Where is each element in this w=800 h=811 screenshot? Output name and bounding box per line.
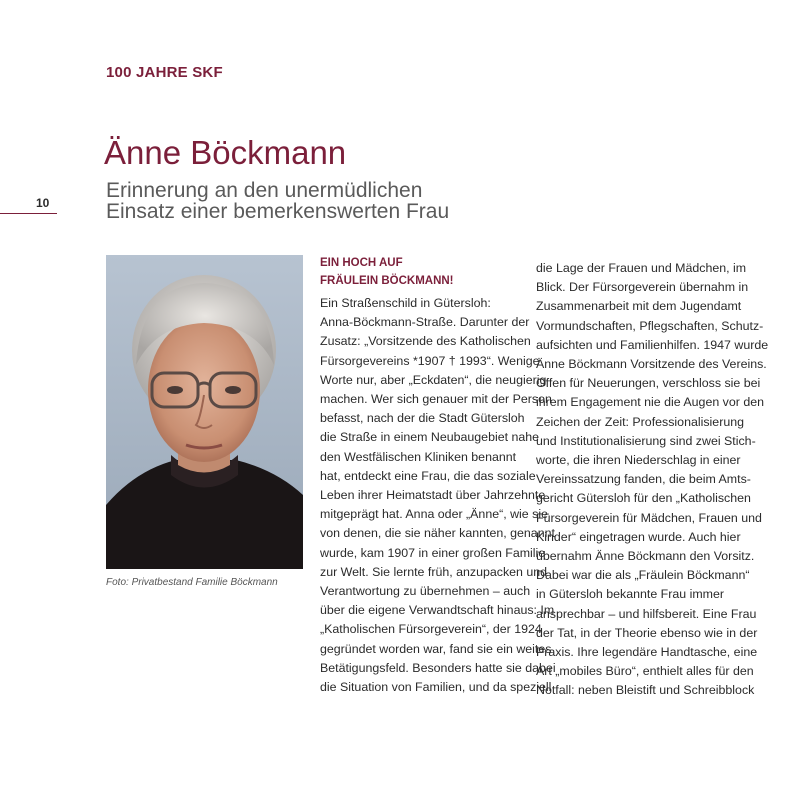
page-number: 10 <box>36 196 50 210</box>
body-line: worte, die ihren Niederschlag in einer <box>536 453 741 468</box>
body-line: Anna-Böckmann-Straße. Darunter der <box>320 315 530 330</box>
portrait-photo <box>106 255 303 569</box>
body-line: gericht Gütersloh für den „Katholischen <box>536 491 751 506</box>
body-line: Fürsorgeverein für Mädchen, Frauen und <box>536 510 762 525</box>
body-line: „Katholischen Fürsorgeverein“, der 1924 <box>320 622 542 637</box>
body-line: über die eigene Verwandtschaft hinaus: Im <box>320 603 555 618</box>
body-line: Offen für Neuerungen, verschloss sie bei <box>536 376 761 391</box>
body-line: gegründet worden war, fand sie ein weites <box>320 641 552 656</box>
page-number-rule <box>0 213 57 214</box>
subtitle-line: Einsatz einer bemerkenswerten Frau <box>106 200 450 223</box>
body-line: Notfall: neben Bleistift und Schreibblock <box>536 683 755 698</box>
body-line: hat, entdeckt eine Frau, die das soziale <box>320 468 536 483</box>
body-line: Praxis. Ihre legendäre Handtasche, eine <box>536 645 758 660</box>
body-line: Betätigungsfeld. Besonders hatte sie dabei <box>320 660 556 675</box>
body-line: Zusatz: „Vorsitzende des Katholischen <box>320 334 531 349</box>
body-line: Leben ihrer Heimatstadt über Jahrzehnte <box>320 488 546 503</box>
section-heading-line: FRÄULEIN BÖCKMANN! <box>320 275 454 287</box>
body-line: Worte nur, aber „Eckdaten“, die neugierig <box>320 372 547 387</box>
body-line: Fürsorgevereins *1907 † 1993“. Wenige <box>320 353 540 368</box>
body-line: Kinder“ eingetragen wurde. Auch hier <box>536 529 741 544</box>
body-line: befasst, nach der die Stadt Gütersloh <box>320 411 525 426</box>
body-line: Dabei war die als „Fräulein Böckmann“ <box>536 568 750 583</box>
article-subtitle <box>106 180 526 222</box>
body-line: Verantwortung zu übernehmen – auch <box>320 584 531 599</box>
body-line: machen. Wer sich genauer mit der Person <box>320 392 552 407</box>
article-title: Änne Böckmann <box>104 134 347 171</box>
body-line: Art „mobiles Büro“, enthielt alles für den <box>536 664 754 679</box>
body-line: wurde, kam 1907 in einer großen Familie <box>320 545 546 560</box>
photo-caption: Foto: Privatbestand Familie Böckmann <box>106 577 278 588</box>
body-line: Blick. Der Fürsorgeverein übernahm in <box>536 280 749 295</box>
subtitle-line: Erinnerung an den unermüdlichen <box>106 179 423 202</box>
body-line: die Situation von Familien, und da speziell <box>320 680 552 695</box>
section-kicker: 100 JAHRE SKF <box>106 64 223 81</box>
body-line: Vormundschaften, Pflegschaften, Schutz- <box>536 318 764 333</box>
body-line: und Institutionalisierung sind zwei Stich- <box>536 433 756 448</box>
body-line: der Tat, in der Theorie ebenso wie in der <box>536 625 758 640</box>
body-line: Vereinssatzung fanden, die beim Amts- <box>536 472 751 487</box>
body-column-1 <box>320 294 556 697</box>
body-line: Zusammenarbeit mit dem Jugendamt <box>536 299 742 314</box>
body-line: ansprechbar – und hilfsbereit. Eine Frau <box>536 606 757 621</box>
body-line: aufsichten und Familienhilfen. 1947 wurde <box>536 337 769 352</box>
body-line: Zeichen der Zeit: Professionalisierung <box>536 414 744 429</box>
body-line: mitgeprägt hat. Anna oder „Änne“, wie sie <box>320 507 548 522</box>
body-line: übernahm Änne Böckmann den Vorsitz. <box>536 549 755 564</box>
body-line: zur Welt. Sie lernte früh, anzupacken und <box>320 564 548 579</box>
section-heading-line: EIN HOCH AUF <box>320 257 403 269</box>
body-line: Ein Straßenschild in Gütersloh: <box>320 296 491 310</box>
body-line: die Straße in einem Neubaugebiet nahe <box>320 430 540 445</box>
body-line: den Westfälischen Kliniken benannt <box>320 449 517 464</box>
body-column-2 <box>536 259 769 701</box>
body-line: in Gütersloh bekannte Frau immer <box>536 587 725 602</box>
body-line: von denen, die sie näher kannten, genannt <box>320 526 555 541</box>
section-heading <box>320 254 454 290</box>
body-line: Änne Böckmann Vorsitzende des Vereins. <box>536 357 767 372</box>
body-line: ihrem Engagement nie die Augen vor den <box>536 395 765 410</box>
body-line: die Lage der Frauen und Mädchen, im <box>536 261 747 275</box>
